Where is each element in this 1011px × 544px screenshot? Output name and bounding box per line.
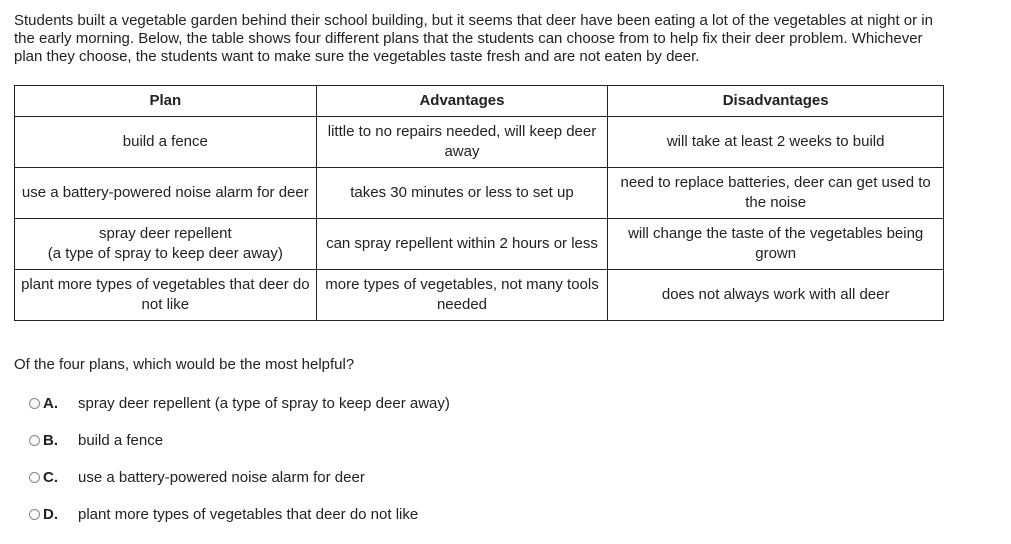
table-row [15, 270, 944, 321]
option-letter: D. [43, 505, 58, 523]
plan-cell: use a battery-powered noise alarm for deer [15, 168, 317, 219]
table-row [15, 117, 944, 168]
option-letter: A. [43, 394, 58, 412]
header-advantages: Advantages [316, 86, 608, 117]
plan-cell: plant more types of vegetables that deer do not like [15, 270, 317, 321]
advantages-cell: can spray repellent within 2 hours or less [316, 219, 608, 270]
disadvantages-cell: need to replace batteries, deer can get used to the noise [608, 168, 944, 219]
plan-text: spray deer repellent [99, 225, 232, 242]
option-text: spray deer repellent (a type of spray to keep deer away) [78, 394, 450, 412]
option-text: build a fence [78, 431, 164, 449]
radio-button[interactable] [29, 435, 40, 446]
option-text: plant more types of vegetables that deer do not like [78, 505, 419, 523]
option-b[interactable] [29, 430, 163, 450]
header-plan: Plan [15, 86, 317, 117]
option-letter: B. [43, 431, 58, 449]
advantages-cell: takes 30 minutes or less to set up [316, 168, 608, 219]
plan-note: (a type of spray to keep deer away) [47, 245, 283, 262]
option-text: use a battery-powered noise alarm for deer [78, 468, 365, 486]
option-a[interactable] [29, 393, 450, 413]
question-intro: Students built a vegetable garden behind their school building, but it seems that deer have been eating a lot of the vegetables at night or in the early morning. Below, the table shows four different plans that the students can choose from to help fix their deer problem. Whichever plan they choose, the students want to make sure the vegetables taste fresh and are not eaten by deer. [14, 12, 933, 65]
question-prompt: Of the four plans, which would be the most helpful? [14, 356, 355, 373]
option-c[interactable] [29, 467, 365, 487]
disadvantages-cell: will take at least 2 weeks to build [608, 117, 944, 168]
option-d[interactable] [29, 504, 418, 524]
disadvantages-cell: does not always work with all deer [608, 270, 944, 321]
table-header-row [15, 86, 944, 117]
advantages-cell: more types of vegetables, not many tools needed [316, 270, 608, 321]
advantages-cell: little to no repairs needed, will keep deer away [316, 117, 608, 168]
plan-cell [15, 219, 317, 270]
table-row [15, 219, 944, 270]
radio-button[interactable] [29, 398, 40, 409]
radio-button[interactable] [29, 472, 40, 483]
plan-cell: build a fence [15, 117, 317, 168]
disadvantages-cell: will change the taste of the vegetables being grown [608, 219, 944, 270]
plans-table [14, 85, 944, 321]
radio-button[interactable] [29, 509, 40, 520]
option-letter: C. [43, 468, 58, 486]
header-disadvantages: Disadvantages [608, 86, 944, 117]
table-row [15, 168, 944, 219]
